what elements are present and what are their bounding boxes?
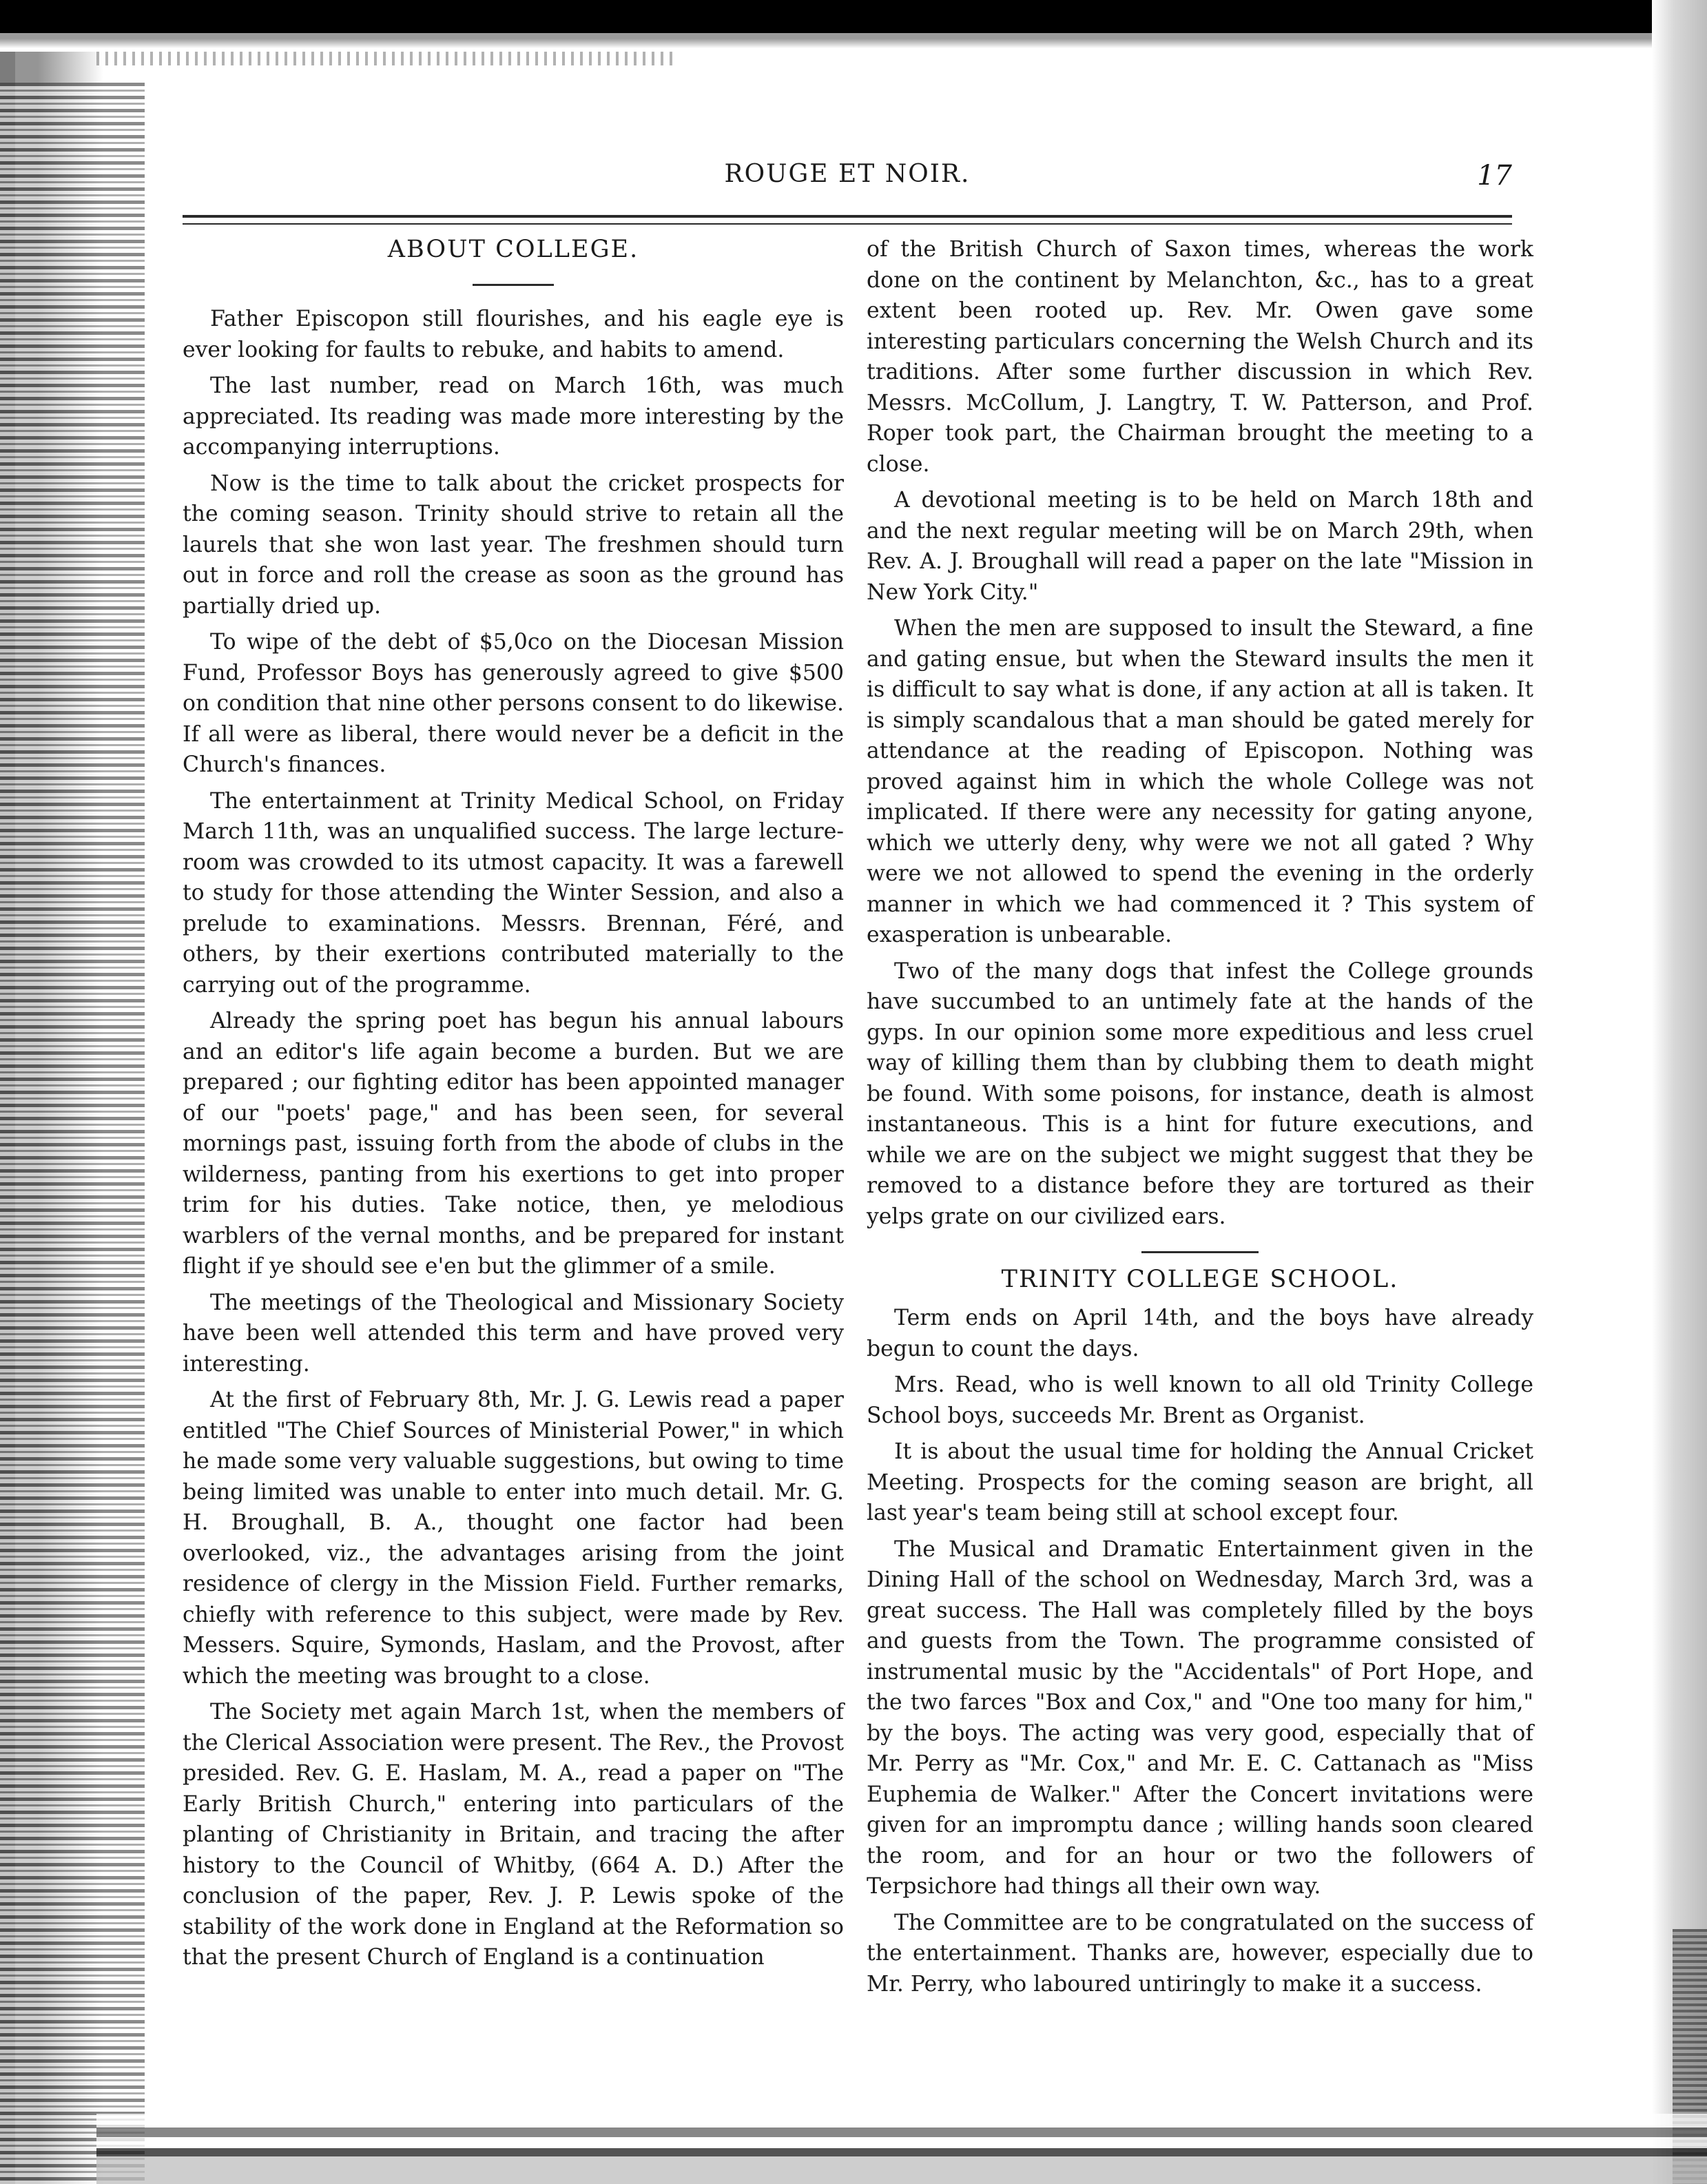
- paragraph: The last number, read on March 16th, was much appreciated. Its reading was made more interesting by the accompanying interruptions.: [183, 373, 844, 460]
- left-column: [183, 234, 844, 1979]
- paragraph-continued: of the British Church of Saxon times, whereas the work done on the continent by Melanchton, &c., has to a great extent been rooted up. Rev. Mr. Owen gave some interesting particulars concerning the Welsh Church and its traditions. After some further discussion in which Rev. Messrs. McCollum, J. Langtry, T. W. Patterson, and Prof. Roper took part, the Chairman brought the meeting to a close.: [867, 237, 1533, 477]
- running-title: ROUGE ET NOIR.: [724, 160, 971, 188]
- paragraph: The Committee are to be congratulated on the success of the entertainment. Thanks are, however, especially due to Mr. Perry, who laboured untiringly to make it a success.: [867, 1910, 1533, 1997]
- section-heading-about-college: ABOUT COLLEGE.: [387, 236, 639, 263]
- paragraph: Father Episcopon still flourishes, and his eagle eye is ever looking for faults to rebuke, and habits to amend.: [183, 307, 844, 362]
- section-heading-trinity-college-school: TRINITY COLLEGE SCHOOL.: [1001, 1266, 1399, 1293]
- heading-divider: [473, 284, 554, 286]
- scan-border-right: [1652, 0, 1707, 2184]
- paragraph: Now is the time to talk about the cricket prospects for the coming season. Trinity should strive to retain all the laurels that she won last year. The freshmen should turn out in force and roll the crease as soon as the ground has partially dried up.: [183, 471, 844, 619]
- page-number: 17: [1477, 160, 1512, 192]
- paragraph: Term ends on April 14th, and the boys have already begun to count the days.: [867, 1306, 1533, 1361]
- scan-border-top: [0, 0, 1707, 52]
- right-column: [867, 234, 1533, 2005]
- header-rule-thin: [183, 223, 1512, 225]
- paragraph: Already the spring poet has begun his annual labours and an editor's life again become a burden. But we are prepared ; our fighting editor has been appointed manager of our "poets' page," and has been seen, for several mornings past, issuing forth from the abode of clubs in the wilderness, panting from his exertions to get into proper trim for his duties. Take notice, then, ye melodious warblers of the vernal months, and be prepared for instant flight if ye should see e'en but the glimmer of a smile.: [183, 1009, 844, 1279]
- scan-border-bottom: [96, 2114, 1707, 2184]
- heading-spacer: [867, 1295, 1533, 1303]
- paragraph: When the men are supposed to insult the Steward, a fine and gating ensue, but when the Steward insults the men it is difficult to say what is done, if any action at all is taken. It is simply scandalous that a man should be gated merely for attendance at the reading of Episcopon. Nothing was proved against him in which the whole College was not implicated. If there were any necessity for gating anyone, which we utterly deny, why were we not all gated ? Why were we not allowed to spend the evening in the orderly manner in which we had commenced it ? This system of exasperation is unbearable.: [867, 616, 1533, 947]
- paragraph: It is about the usual time for holding the Annual Cricket Meeting. Prospects for the coming season are bright, all last year's team being still at school except four.: [867, 1439, 1533, 1525]
- paragraph: To wipe of the debt of $5,0co on the Diocesan Mission Fund, Professor Boys has generously agreed to give $500 on condition that nine other persons consent to do likewise. If all were as liberal, there would never be a deficit in the Church's finances.: [183, 630, 844, 777]
- page-header: [183, 160, 1512, 201]
- paragraph: The meetings of the Theological and Missionary Society have been well attended this term and have proved very interesting.: [183, 1290, 844, 1377]
- paragraph: The Musical and Dramatic Entertainment given in the Dining Hall of the school on Wednesday, March 3rd, was a great success. The Hall was completely filled by the boys and guests from the Town. The programme consisted of instrumental music by the "Accidentals" of Port Hope, and the two farces "Box and Cox," and "One too many for him," by the boys. The acting was very good, especially that of Mr. Perry as "Mr. Cox," and Mr. E. C. Cattanach as "Miss Euphemia de Walker." After the Concert invitations were given for an impromptu dance ; willing hands soon cleared the room, and for an hour or two the followers of Terpsichore had things all their own way.: [867, 1536, 1533, 1899]
- paragraph: The entertainment at Trinity Medical School, on Friday March 11th, was an unqualified success. The large lecture-room was crowded to its utmost capacity. It was a farewell to study for those attending the Winter Session, and also a prelude to examinations. Messrs. Brennan, Féré, and others, by their exertions contributed materially to the carrying out of the programme.: [183, 788, 844, 998]
- paragraph: Two of the many dogs that infest the College grounds have succumbed to an untimely fate at the hands of the gyps. In our opinion some more expeditious and less cruel way of killing them than by clubbing them to death might be found. With some poisons, for instance, death is almost instantaneous. This is a hint for future executions, and while we are on the subject we might suggest that they be removed to a distance before they are tortured as their yelps grate on our civilized ears.: [867, 958, 1533, 1229]
- paragraph: At the first of February 8th, Mr. J. G. Lewis read a paper entitled "The Chief Sources of Ministerial Power," in which he made some very valuable suggestions, but owing to time being limited was unable to enter into much detail. Mr. G. H. Broughall, B. A., thought one factor had been overlooked, viz., the advantages arising from the joint residence of clergy in the Mission Field. Further remarks, chiefly with reference to this subject, were made by Rev. Messers. Squire, Symonds, Haslam, and the Provost, after which the meeting was brought to a close.: [183, 1388, 844, 1689]
- scan-noise-left: [0, 83, 145, 2184]
- header-rule: [183, 215, 1512, 218]
- paragraph: Mrs. Read, who is well known to all old Trinity College School boys, succeeds Mr. Brent as Organist.: [867, 1372, 1533, 1428]
- paragraph: A devotional meeting is to be held on March 18th and and the next regular meeting will be on March 29th, when Rev. A. J. Broughall will read a paper on the late "Mission in New York City.": [867, 488, 1533, 605]
- paragraph: The Society met again March 1st, when the members of the Clerical Association were present. The Rev., the Provost presided. Rev. G. E. Haslam, M. A., read a paper on "The Early British Church," entering into particulars of the planting of Christianity in Britain, and tracing the after history to the Council of Whitby, (664 A. D.) After the conclusion of the paper, Rev. J. P. Lewis spoke of the stability of the work done in England at the Reformation so that the present Church of England is a continuation: [183, 1700, 844, 1970]
- section-divider: [1141, 1251, 1259, 1253]
- scan-noise-top: [96, 52, 675, 65]
